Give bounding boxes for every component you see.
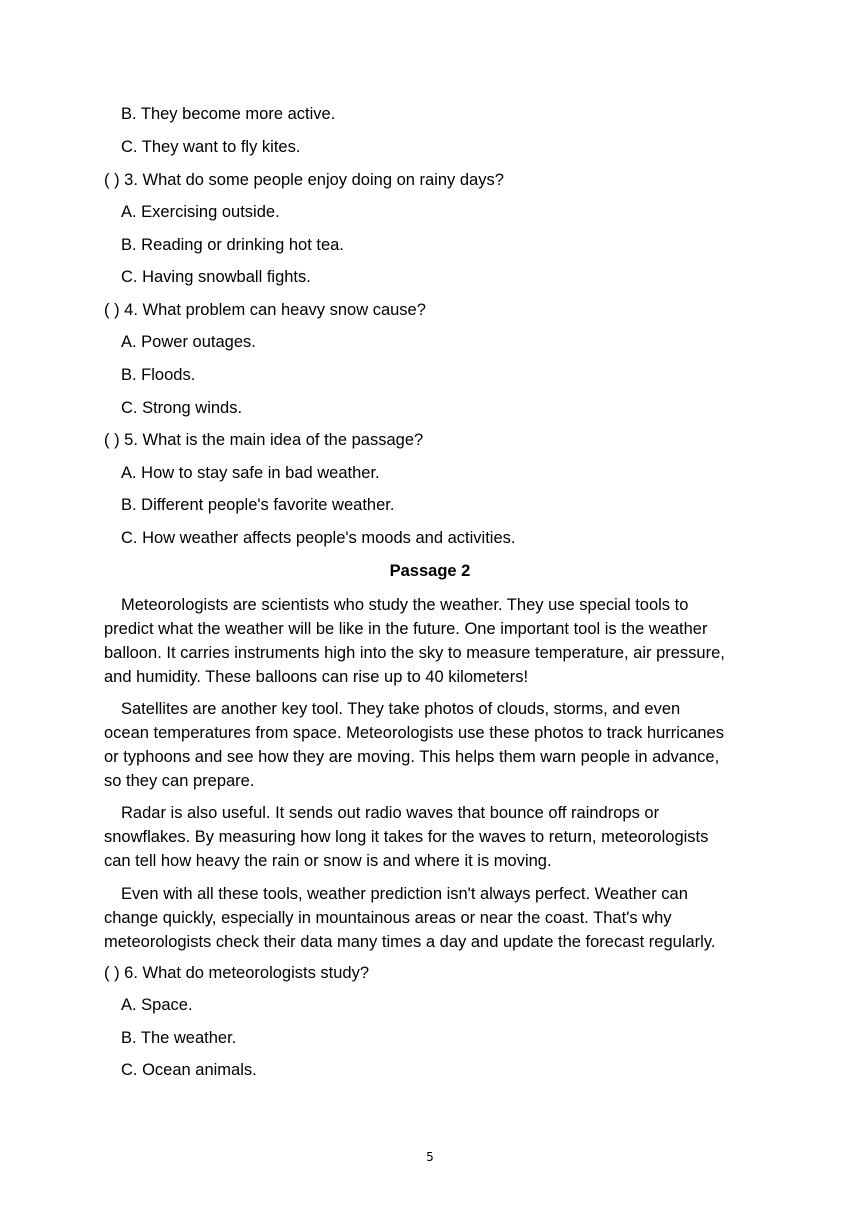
paragraph [104,801,784,873]
option-line: B. The weather. [121,1029,237,1047]
paragraph-line: Even with all these tools, weather prediction isn't always perfect. Weather can [121,885,688,903]
option-line: B. Floods. [121,366,196,384]
question-4-stem: ( ) 4. What problem can heavy snow cause? [104,301,426,319]
paragraph-line: Meteorologists are scientists who study the weather. They use special tools to [121,596,689,614]
question-3-stem: ( ) 3. What do some people enjoy doing on rainy days? [104,171,504,189]
paragraph-line: predict what the weather will be like in the future. One important tool is the weather [104,620,708,638]
paragraph-line: balloon. It carries instruments high into the sky to measure temperature, air pressure, [104,644,725,662]
option-line: B. Reading or drinking hot tea. [121,236,344,254]
paragraph-line: or typhoons and see how they are moving. This helps them warn people in advance, [104,748,720,766]
paragraph-line: change quickly, especially in mountainous areas or near the coast. That's why [104,909,672,927]
option-line: A. Power outages. [121,333,256,351]
paragraph-line: Radar is also useful. It sends out radio waves that bounce off raindrops or [121,804,660,822]
paragraph-line: Satellites are another key tool. They take photos of clouds, storms, and even [121,700,681,718]
question-6-stem: ( ) 6. What do meteorologists study? [104,964,370,982]
paragraph [104,593,784,689]
option-line: C. How weather affects people's moods and activities. [121,529,516,547]
page-number: 5 [426,1150,434,1164]
paragraph-line: meteorologists check their data many times a day and update the forecast regularly. [104,933,716,951]
question-5-stem: ( ) 5. What is the main idea of the passage? [104,431,424,449]
option-line: B. They become more active. [121,105,336,123]
paragraph-line: ocean temperatures from space. Meteorologists use these photos to track hurricanes [104,724,724,742]
paragraph [104,697,784,793]
paragraph-line: so they can prepare. [104,772,255,790]
option-line: A. How to stay safe in bad weather. [121,464,380,482]
paragraph-line: can tell how heavy the rain or snow is and where it is moving. [104,852,552,870]
option-line: C. Having snowball fights. [121,268,311,286]
paragraph-line: snowflakes. By measuring how long it takes for the waves to return, meteorologists [104,828,709,846]
option-line: C. They want to fly kites. [121,138,301,156]
option-line: A. Space. [121,996,193,1014]
passage-title: Passage 2 [389,562,471,580]
paragraph-line: and humidity. These balloons can rise up to 40 kilometers! [104,668,529,686]
option-line: C. Ocean animals. [121,1061,257,1079]
option-line: B. Different people's favorite weather. [121,496,395,514]
paragraph [104,882,784,954]
option-line: C. Strong winds. [121,399,243,417]
option-line: A. Exercising outside. [121,203,280,221]
